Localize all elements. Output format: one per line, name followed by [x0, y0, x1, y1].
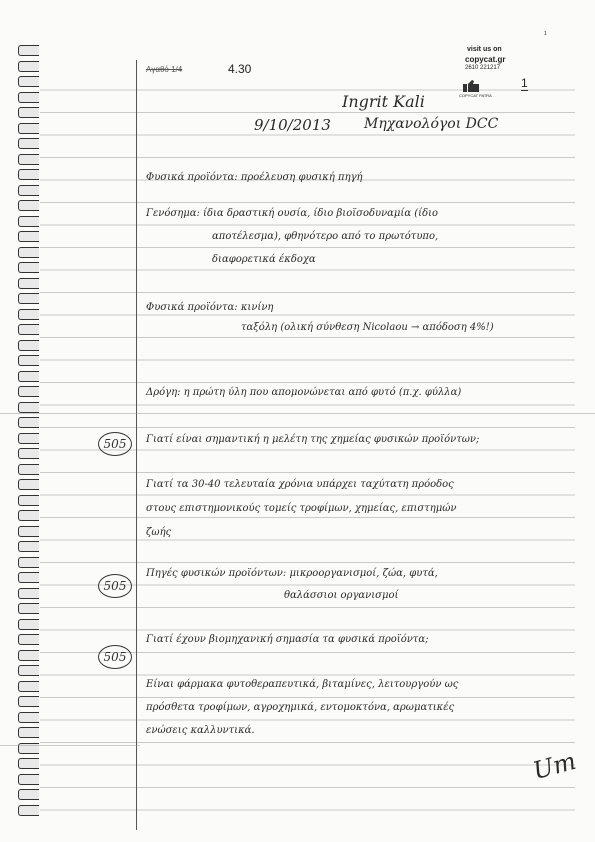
spiral-coil — [18, 200, 39, 211]
spiral-coil — [18, 805, 39, 816]
answer-line: στους επιστημονικούς τομείς τροφίμων, χημείας, επιστημών — [146, 503, 457, 514]
copycat-phone: 2610 221217 — [465, 65, 501, 71]
spiral-coil — [18, 76, 39, 87]
spiral-coil — [18, 154, 39, 165]
spiral-coil — [18, 665, 39, 676]
spiral-coil — [18, 712, 39, 723]
thumbs-up-icon — [462, 78, 484, 92]
question-line: Γιατί είναι σημαντική η μελέτη της χημείας φυσικών προϊόντων; — [146, 434, 480, 445]
spiral-coil — [18, 169, 39, 180]
note-line: διαφορετικά έκδοχα — [212, 254, 316, 265]
spiral-coil — [18, 61, 39, 72]
spiral-coil — [18, 45, 39, 56]
spiral-coil — [18, 262, 39, 273]
answer-line: πρόσθετα τροφίμων, αγροχημικά, εντομοκτόνα, αρωματικές — [146, 702, 455, 713]
margin-line — [136, 60, 137, 830]
signature: Um — [530, 746, 579, 786]
answer-line: Είναι φάρμακα φυτοθεραπευτικά, βιταμίνες, λειτουργούν ως — [146, 679, 459, 690]
note-line: Πηγές φυσικών προϊόντων: μικροοργανισμοί, ζώα, φυτά, — [146, 568, 438, 579]
spiral-coil — [18, 324, 39, 335]
spiral-coil — [18, 696, 39, 707]
spiral-binding — [18, 45, 38, 825]
spiral-coil — [18, 572, 39, 583]
question-line: Γιατί έχουν βιομηχανική σημασία τα φυσικά προϊόντα; — [146, 634, 429, 645]
struck-note: Aγαθό 1/4 — [146, 65, 183, 74]
spiral-coil — [18, 619, 39, 630]
spiral-coil — [18, 681, 39, 692]
spiral-coil — [18, 123, 39, 134]
scan-artifact-line — [0, 745, 140, 746]
note-line: ταξόλη (ολική σύνθεση Nicolaou → απόδοση 4%!) — [241, 322, 494, 333]
spiral-coil — [18, 541, 39, 552]
scan-artifact-line — [0, 413, 595, 414]
spiral-coil — [18, 231, 39, 242]
author-name: Ingrit Kali — [342, 92, 425, 111]
spiral-coil — [18, 185, 39, 196]
spiral-coil — [18, 216, 39, 227]
spiral-coil — [18, 107, 39, 118]
note-line: Φυσικά προϊόντα: προέλευση φυσική πηγή — [146, 172, 363, 183]
spiral-coil — [18, 603, 39, 614]
note-line: Γενόσημα: ίδια δραστική ουσία, ίδιο βιοϊσοδυναμία (ίδιο — [146, 208, 439, 219]
copycat-line2: copycat.gr — [465, 55, 506, 64]
spiral-coil — [18, 650, 39, 661]
spiral-coil — [18, 588, 39, 599]
copycat-small: COPYCAT PATRA — [459, 93, 492, 98]
exam-badge: 505 — [98, 645, 132, 669]
spiral-coil — [18, 758, 39, 769]
spiral-coil — [18, 309, 39, 320]
spiral-coil — [18, 789, 39, 800]
spiral-coil — [18, 355, 39, 366]
spiral-coil — [18, 340, 39, 351]
corner-mark: 1 — [544, 31, 547, 37]
answer-line: ενώσεις καλλυντικά. — [146, 725, 255, 736]
spiral-coil — [18, 495, 39, 506]
spiral-coil — [18, 417, 39, 428]
spiral-coil — [18, 634, 39, 645]
spiral-coil — [18, 448, 39, 459]
spiral-coil — [18, 510, 39, 521]
spiral-coil — [18, 92, 39, 103]
note-line: θαλάσσιοι οργανισμοί — [284, 590, 399, 601]
note-line: Δρόγη: η πρώτη ύλη που απομονώνεται από φυτό (π.χ. φύλλα) — [146, 387, 462, 398]
answer-line: Γιατί τα 30-40 τελευταία χρόνια υπάρχει ταχύτατη πρόοδος — [146, 479, 454, 490]
note-line: αποτέλεσμα), φθηνότερο από το πρωτότυπο, — [212, 231, 439, 242]
spiral-coil — [18, 557, 39, 568]
spiral-coil — [18, 402, 39, 413]
page-mark: 1 — [521, 76, 528, 90]
page-code: 4.30 — [228, 62, 252, 76]
spiral-coil — [18, 247, 39, 258]
spiral-coil — [18, 464, 39, 475]
spiral-coil — [18, 138, 39, 149]
answer-line: ζωής — [146, 527, 172, 538]
copycat-line1: visit us on — [467, 46, 502, 53]
exam-badge: 505 — [98, 432, 132, 456]
exam-badge: 505 — [98, 574, 132, 598]
spiral-coil — [18, 433, 39, 444]
spiral-coil — [18, 774, 39, 785]
spiral-coil — [18, 278, 39, 289]
spiral-coil — [18, 727, 39, 738]
spiral-coil — [18, 293, 39, 304]
course-name: Μηχανολόγοι DCC — [364, 116, 499, 132]
spiral-coil — [18, 526, 39, 537]
note-date: 9/10/2013 — [254, 116, 331, 134]
spiral-coil — [18, 371, 39, 382]
note-line: Φυσικά προϊόντα: κινίνη — [146, 302, 274, 313]
spiral-coil — [18, 479, 39, 490]
spiral-coil — [18, 386, 39, 397]
